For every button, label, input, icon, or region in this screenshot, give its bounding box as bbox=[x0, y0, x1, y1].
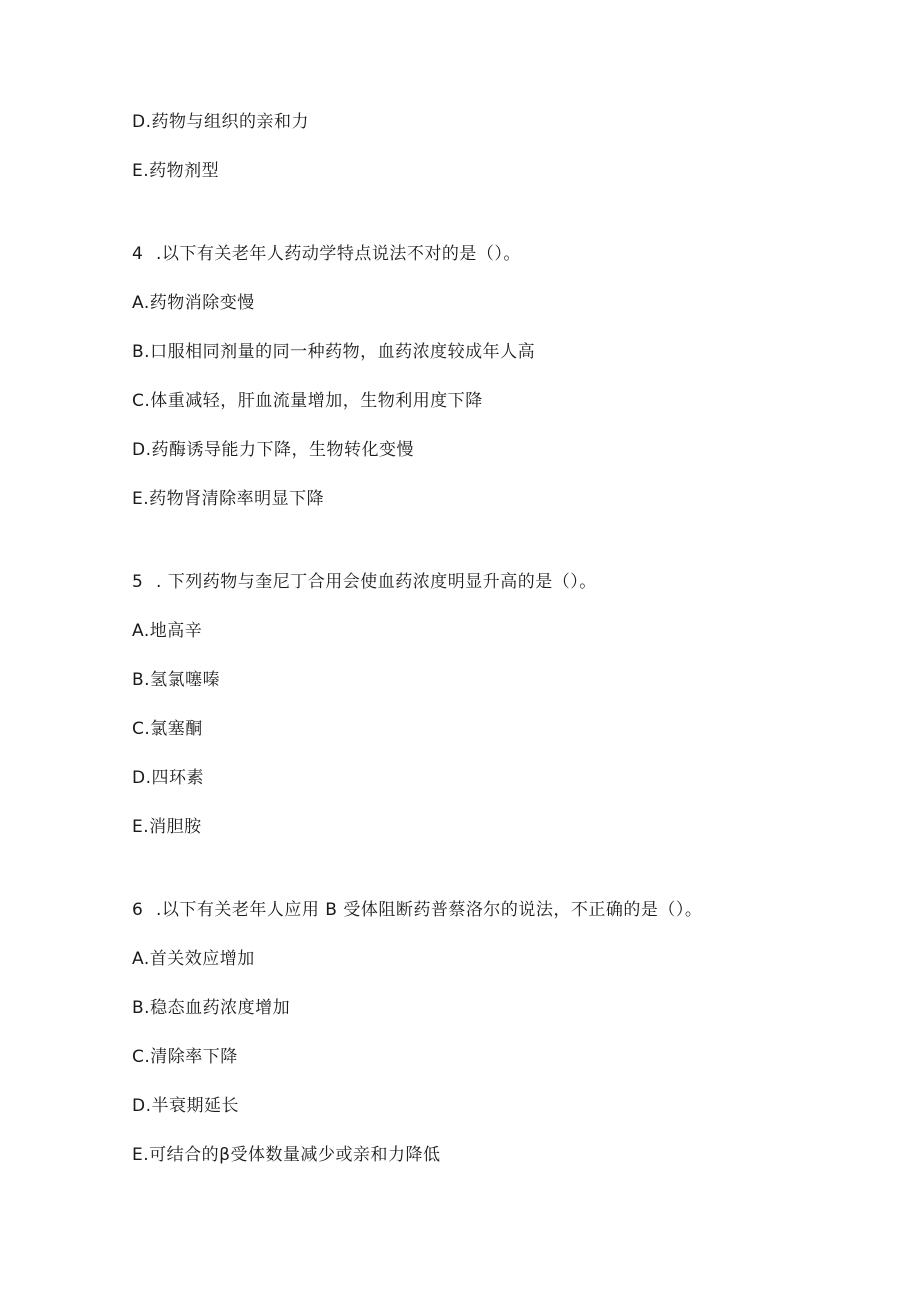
q4-option-c: C.体重减轻，肝血流量增加，生物利用度下降 bbox=[132, 391, 483, 411]
q5-option-d: D.四环素 bbox=[132, 768, 204, 788]
q5-option-c: C.氯塞酮 bbox=[132, 719, 203, 739]
q5-option-b: B.氢氯噻嗪 bbox=[132, 670, 221, 690]
q4-option-a: A.药物消除变慢 bbox=[132, 293, 255, 313]
q6-option-e: E.可结合的β受体数量减少或亲和力降低 bbox=[132, 1145, 441, 1165]
q6-option-d: D.半衰期延长 bbox=[132, 1096, 239, 1116]
q6-option-c: C.清除率下降 bbox=[132, 1047, 238, 1067]
q4-stem-line bbox=[132, 243, 521, 265]
q6-option-a: A.首关效应增加 bbox=[132, 949, 255, 969]
q5-stem-line bbox=[132, 571, 597, 593]
q5-stem: . 下列药物与奎尼丁合用会使血药浓度明显升高的是（）。 bbox=[156, 572, 597, 592]
q4-option-b: B.口服相同剂量的同一种药物，血药浓度较成年人高 bbox=[132, 342, 536, 362]
q6-stem-line bbox=[132, 899, 702, 921]
q4-stem: .以下有关老年人药动学特点说法不对的是（）。 bbox=[156, 244, 521, 264]
q3-option-d: D.药物与组织的亲和力 bbox=[132, 112, 309, 132]
q4-option-e: E.药物肾清除率明显下降 bbox=[132, 489, 325, 509]
q3-option-e: E.药物剂型 bbox=[132, 161, 220, 181]
q5-option-e: E.消胆胺 bbox=[132, 817, 202, 837]
q4-option-d: D.药酶诱导能力下降，生物转化变慢 bbox=[132, 440, 414, 460]
q6-stem: .以下有关老年人应用 B 受体阻断药普蔡洛尔的说法，不正确的是（）。 bbox=[156, 900, 703, 920]
q5-option-a: A.地高辛 bbox=[132, 621, 203, 641]
q6-option-b: B.稳态血药浓度增加 bbox=[132, 998, 291, 1018]
q6-number: 6 bbox=[132, 900, 144, 920]
q4-number: 4 bbox=[132, 244, 144, 264]
q5-number: 5 bbox=[132, 572, 144, 592]
